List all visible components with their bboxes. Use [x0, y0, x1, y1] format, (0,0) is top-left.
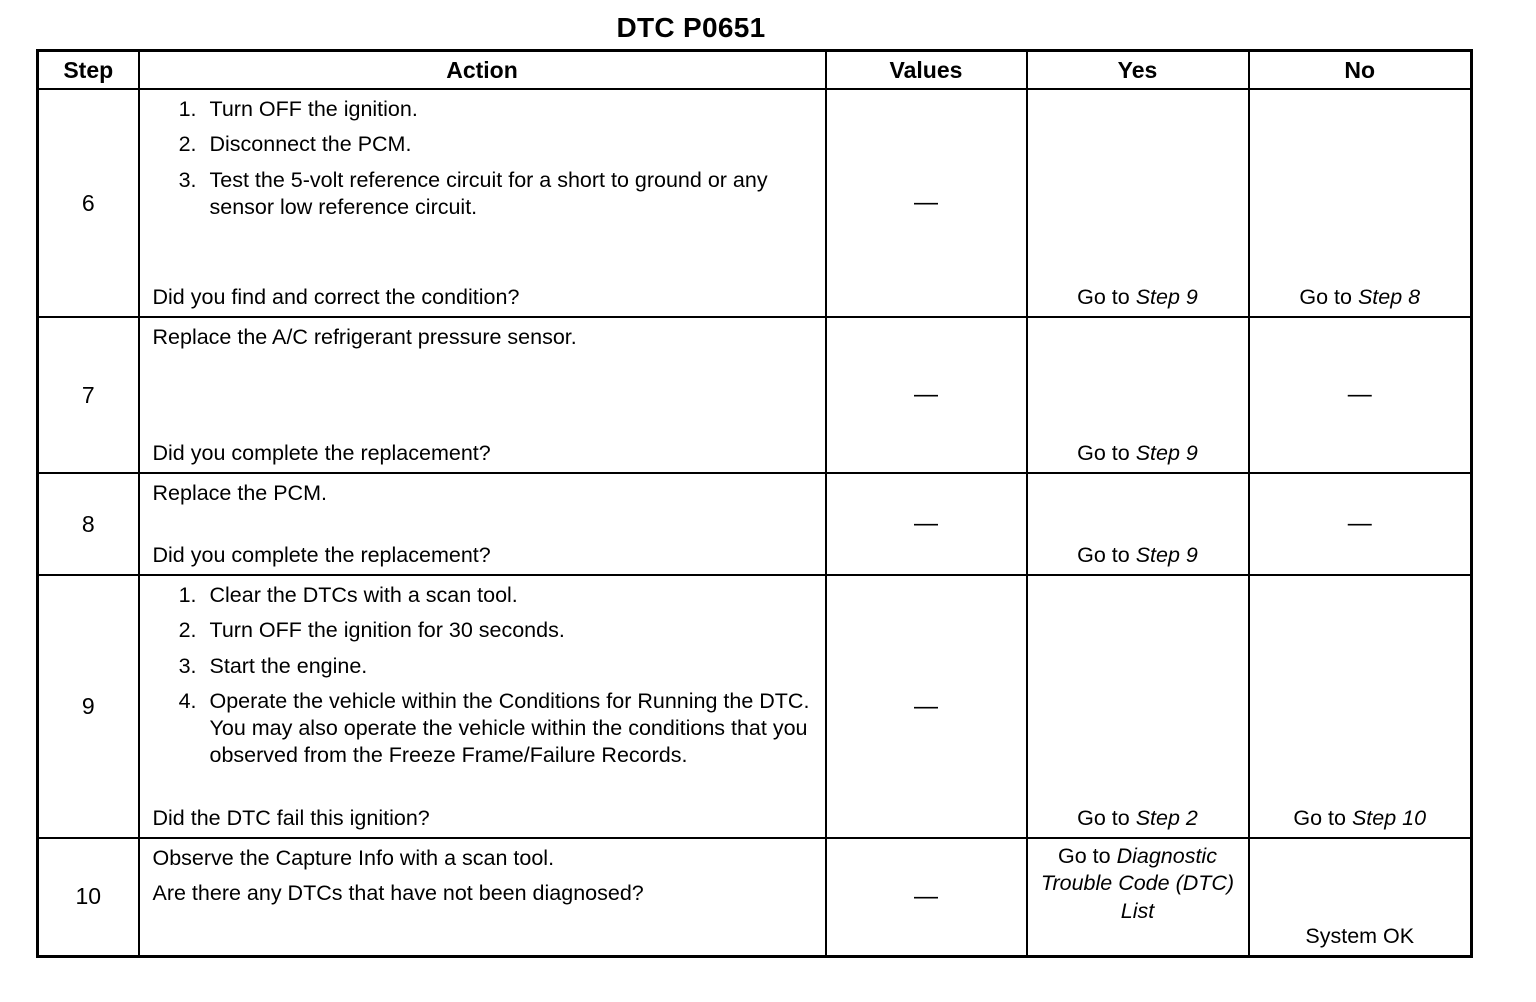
goto-target: Step 9: [1135, 285, 1198, 309]
step-number: 8: [38, 473, 139, 575]
step-number: 10: [38, 838, 139, 956]
yes-goto: [1028, 441, 1248, 466]
table-row: [38, 575, 1472, 838]
yes-cell: [1027, 473, 1249, 575]
goto-prefix: Go to: [1293, 806, 1352, 830]
no-goto: [1250, 285, 1471, 310]
diagnostic-table: [36, 49, 1473, 958]
goto-prefix: Go to: [1077, 441, 1136, 465]
step-number: 6: [38, 89, 139, 317]
no-cell: [1249, 838, 1472, 956]
action-steps-list: [153, 96, 815, 221]
goto-target: Diagnostic Trouble Code (DTC) List: [1040, 844, 1235, 923]
header-action: Action: [139, 51, 826, 90]
no-cell: [1249, 575, 1472, 838]
no-goto: [1250, 806, 1471, 831]
header-values: Values: [826, 51, 1027, 90]
values-cell: —: [826, 838, 1027, 956]
yes-goto: [1028, 285, 1248, 310]
list-text: Operate the vehicle within the Conditions for Running the DTC. You may also operate the vehicle within the conditions that you observed from the Freeze Frame/Failure Records.: [209, 688, 810, 768]
action-cell: [139, 575, 826, 838]
list-number: 2.: [178, 618, 197, 643]
page-title: DTC P0651: [616, 12, 766, 43]
list-item: [153, 653, 815, 680]
step-number: 9: [38, 575, 139, 838]
yes-cell: [1027, 838, 1249, 956]
values-cell: —: [826, 317, 1027, 473]
list-item: [153, 131, 815, 158]
list-text: Clear the DTCs with a scan tool.: [209, 583, 518, 607]
table-row: [38, 473, 1472, 575]
list-item: [153, 688, 815, 770]
no-cell: —: [1249, 473, 1472, 575]
action-text: Replace the A/C refrigerant pressure sensor.: [152, 325, 577, 349]
list-number: 1.: [178, 583, 197, 607]
yes-goto: [1028, 806, 1248, 831]
goto-target: Step 10: [1351, 806, 1427, 830]
header-no: No: [1249, 51, 1472, 90]
list-text: Start the engine.: [209, 653, 368, 678]
yes-goto: [1028, 839, 1248, 925]
goto-target: Step 8: [1357, 285, 1421, 309]
yes-goto: [1028, 543, 1248, 568]
action-text: Observe the Capture Info with a scan tool.: [152, 846, 555, 870]
action-question: Did you complete the replacement?: [152, 543, 491, 567]
action-question: Did the DTC fail this ignition?: [152, 806, 430, 830]
table-row: [38, 838, 1472, 956]
list-number: 3.: [178, 653, 197, 678]
table-row: [38, 317, 1472, 473]
list-number: 2.: [178, 132, 197, 157]
list-item: [153, 96, 815, 123]
list-number: 3.: [178, 167, 197, 192]
goto-prefix: Go to: [1077, 806, 1136, 830]
yes-cell: [1027, 89, 1249, 317]
action-question: Did you find and correct the condition?: [152, 285, 520, 309]
goto-prefix: Go to: [1077, 543, 1136, 567]
no-result: System OK: [1305, 923, 1415, 948]
yes-cell: [1027, 317, 1249, 473]
list-text: Turn OFF the ignition.: [209, 97, 418, 121]
list-number: 4.: [178, 688, 197, 713]
goto-prefix: Go to: [1058, 844, 1117, 868]
header-row: [38, 51, 1472, 90]
goto-prefix: Go to: [1299, 285, 1358, 309]
header-step: Step: [38, 51, 139, 90]
action-text: Replace the PCM.: [152, 481, 327, 505]
header-yes: Yes: [1027, 51, 1249, 90]
action-cell: [139, 89, 826, 317]
no-cell: [1249, 89, 1472, 317]
goto-target: Step 9: [1135, 543, 1198, 567]
yes-cell: [1027, 575, 1249, 838]
values-cell: —: [826, 575, 1027, 838]
values-cell: —: [826, 89, 1027, 317]
values-cell: —: [826, 473, 1027, 575]
list-text: Disconnect the PCM.: [209, 132, 412, 157]
table-row: [38, 89, 1472, 317]
list-text: Test the 5-volt reference circuit for a short to ground or any sensor low reference circuit.: [209, 167, 768, 219]
no-cell: —: [1249, 317, 1472, 473]
action-question: Are there any DTCs that have not been diagnosed?: [152, 881, 644, 906]
action-cell: [139, 473, 826, 575]
goto-prefix: Go to: [1077, 285, 1136, 309]
action-cell: [139, 838, 826, 956]
action-cell: [139, 317, 826, 473]
list-item: [153, 167, 793, 222]
goto-target: Step 9: [1135, 441, 1198, 465]
action-question: Did you complete the replacement?: [152, 441, 491, 465]
list-item: [153, 582, 815, 609]
list-number: 1.: [178, 97, 197, 121]
goto-target: Step 2: [1135, 806, 1198, 830]
action-steps-list: [153, 582, 815, 770]
step-number: 7: [38, 317, 139, 473]
list-item: [153, 617, 815, 644]
list-text: Turn OFF the ignition for 30 seconds.: [209, 618, 565, 643]
